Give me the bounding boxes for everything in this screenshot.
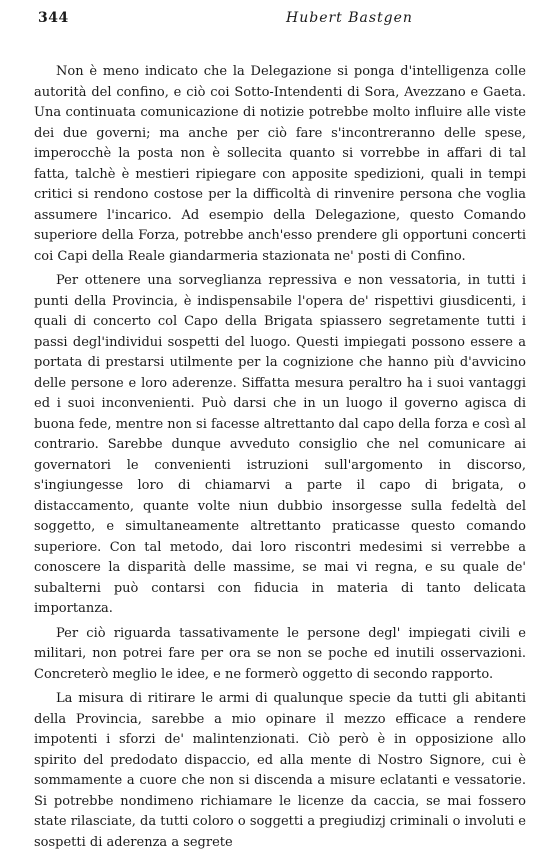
paragraph-1: Non è meno indicato che la Delegazione si ponga d'intelligenza colle autorità del confino, e ciò coi Sotto-Intendenti di Sora, Avezzano e Gaeta. Una continuata comunicazione di notizie potrebbe molto influire alle viste dei due governi; ma anche per ciò fare s'incontreranno delle spese, imperocchè la posta non è sollecita quanto si vorrebbe in affari di tal fatta, talchè è mestieri ripiegare con apposite spedizioni, quali in tempi critici si rendono costose per la difficoltà di rinvenire persona che voglia assumere l'incarico. Ad esempio della Delegazione, questo Comando superiore della Forza, potrebbe anch'esso prendere gli opportuni concerti coi Capi della Reale giandarmeria stazionata ne' posti di Confino. [34, 64, 526, 264]
paragraph-2: Per ottenere una sorveglianza repressiva e non vessatoria, in tutti i punti della Provincia, è indispensabile l'opera de' rispettivi giusdicenti, i quali di concerto col Capo della Brigata spiassero segretamente tutti i passi degl'individui sospetti del luogo. Questi impiegati possono essere a portata di prestarsi utilmente per la cognizione che hanno più d'avvicino delle persone e loro aderenze. Siffatta mesura peraltro ha i suoi vantaggi ed i suoi inconvenienti. Può darsi che in un luogo il governo agisca di buona fede, mentre non si facesse altrettanto dal capo della forza e così al contrario. Sarebbe dunque avveduto consiglio che nel comunicare ai governatori le convenienti istruzioni sull'argomento in discorso, s'ingiungesse loro di chiamarvi a parte il capo di brigata, o distaccamento, quante volte niun dubbio insorgesse sulla fedeltà del soggetto, e simultaneamente altrettanto praticasse questo comando superiore. Con tal metodo, dai loro riscontri medesimi si verrebbe a conoscere la disparità delle massime, se mai vi regna, e su quale de' subalterni può contarsi con fiducia in materia di tanto delicata importanza. [34, 273, 526, 616]
paragraph-4: La misura di ritirare le armi di qualunque specie da tutti gli abitanti della Provincia, sarebbe a mio opinare il mezzo efficace a rendere impotenti i sforzi de' malintenzionati. Ciò però è in opposizione allo spirito del predodato dispaccio, ed alla mente di Nostro Signore, cui è sommamente a cuore che non si discenda a misure eclatanti e vessatorie. Si potrebbe nondimeno richiamare le licenze da caccia, se mai fossero state rilasciate, da tutti coloro o soggetti a pregiudizj criminali o involuti e sospetti di aderenza a segrete [34, 691, 526, 850]
paragraph-3: Per ciò riguarda tassativamente le persone degl' impiegati civili e militari, non potrei fare per ora se non se poche ed inutili osservazioni. Concreterò meglio le idee, e ne formerò oggetto di secondo rapporto. [34, 625, 526, 682]
running-head: Hubert Bastgen [286, 10, 413, 26]
body-text [34, 62, 526, 857]
page-header [28, 0, 530, 46]
page-number: 344 [38, 10, 69, 26]
